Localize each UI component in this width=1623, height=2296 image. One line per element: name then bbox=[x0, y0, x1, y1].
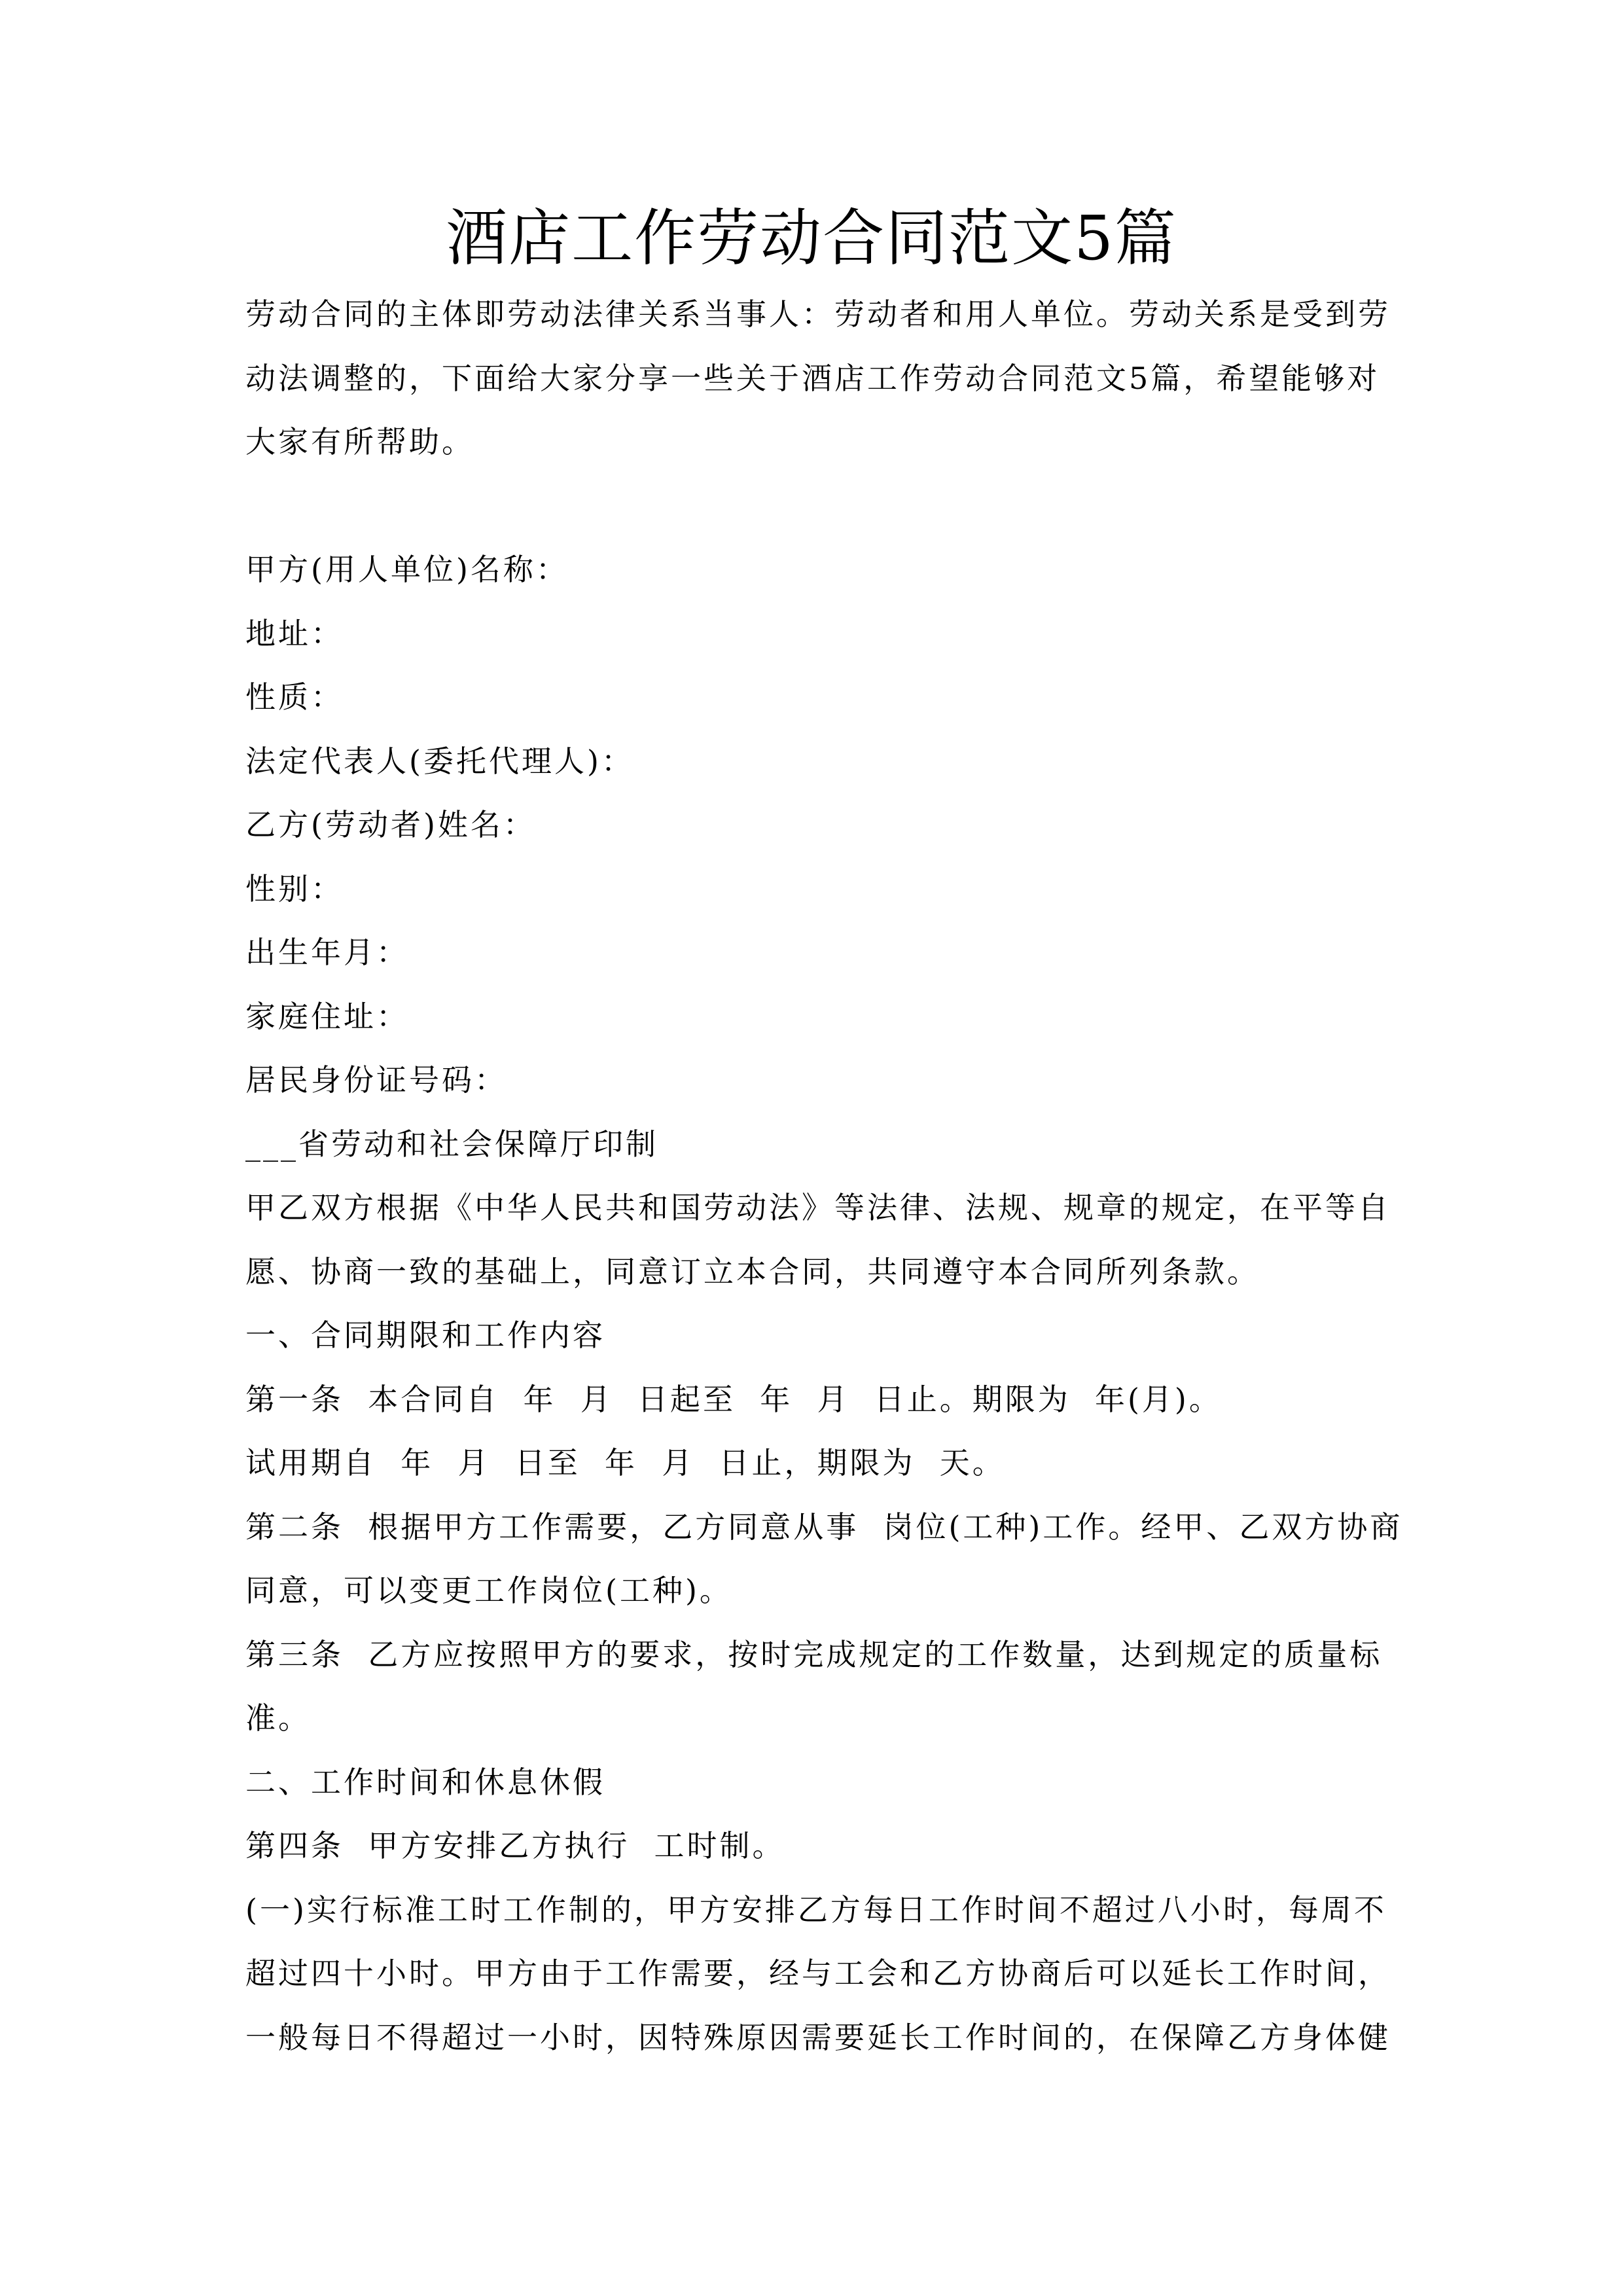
clause-item-1-line: (一)实行标准工时工作制的，甲方安排乙方每日工作时间不超过八小时，每周不 bbox=[245, 1892, 1387, 1928]
party-fields bbox=[245, 538, 1397, 1113]
article-4-line: 第四条 甲方安排乙方执行 工时制。 bbox=[245, 1828, 785, 1863]
article-1-line: 第一条 本合同自 年 月 日起至 年 月 日止。期限为 年(月)。 bbox=[245, 1381, 1222, 1417]
article-3-line: 第三条 乙方应按照甲方的要求，按时完成规定的工作数量，达到规定的质量标 bbox=[245, 1636, 1383, 1672]
intro-line: 劳动合同的主体即劳动法律关系当事人：劳动者和用人单位。劳动关系是受到劳 bbox=[245, 296, 1391, 332]
document-body bbox=[245, 283, 1403, 2070]
field-birth-date: 出生年月： bbox=[245, 935, 409, 970]
clause-line: 愿、协商一致的基础上，同意订立本合同，共同遵守本合同所列条款。 bbox=[245, 1253, 1260, 1289]
article-3-line: 准。 bbox=[245, 1700, 311, 1736]
clause-item-1-line: 超过四十小时。甲方由于工作需要，经与工会和乙方协商后可以延长工作时间， bbox=[245, 1956, 1391, 1991]
field-home-address: 家庭住址： bbox=[245, 998, 409, 1034]
article-2-line: 第二条 根据甲方工作需要，乙方同意从事 岗位(工种)工作。经甲、乙双方协商 bbox=[245, 1509, 1403, 1545]
field-address: 地址： bbox=[245, 615, 344, 651]
printer-text: 省劳动和社会保障厅印制 bbox=[298, 1126, 658, 1162]
article-2-line: 同意，可以变更工作岗位(工种)。 bbox=[245, 1573, 732, 1608]
clause-line: 甲乙双方根据《中华人民共和国劳动法》等法律、法规、规章的规定，在平等自 bbox=[245, 1190, 1391, 1225]
section-heading-1: 一、合同期限和工作内容 bbox=[245, 1318, 605, 1353]
clause-item-1-line: 一般每日不得超过一小时，因特殊原因需要延长工作时间的，在保障乙方身体健 bbox=[245, 2019, 1391, 2055]
document-title: 酒店工作劳动合同范文5篇 bbox=[446, 203, 1177, 274]
field-id-number: 居民身份证号码： bbox=[245, 1062, 507, 1098]
field-employee-name: 乙方(劳动者)姓名： bbox=[245, 807, 536, 842]
field-gender: 性别： bbox=[245, 870, 344, 906]
section-heading-2: 二、工作时间和休息休假 bbox=[245, 1764, 605, 1800]
probation-line: 试用期自 年 月 日至 年 月 日止，期限为 天。 bbox=[245, 1445, 1005, 1480]
printer-blank: ___ bbox=[245, 1126, 298, 1162]
field-nature: 性质： bbox=[245, 679, 344, 715]
intro-line: 大家有所帮助。 bbox=[245, 424, 474, 459]
intro-line: 动法调整的，下面给大家分享一些关于酒店工作劳动合同范文5篇，希望能够对 bbox=[245, 360, 1380, 396]
intro-paragraph bbox=[245, 283, 1397, 475]
contract-clauses bbox=[245, 1176, 1403, 2070]
printer-line bbox=[245, 1113, 1397, 1177]
field-employer-name: 甲方(用人单位)名称： bbox=[245, 552, 569, 587]
paragraph-spacer bbox=[245, 475, 1397, 539]
field-legal-representative: 法定代表人(委托代理人)： bbox=[245, 743, 634, 779]
